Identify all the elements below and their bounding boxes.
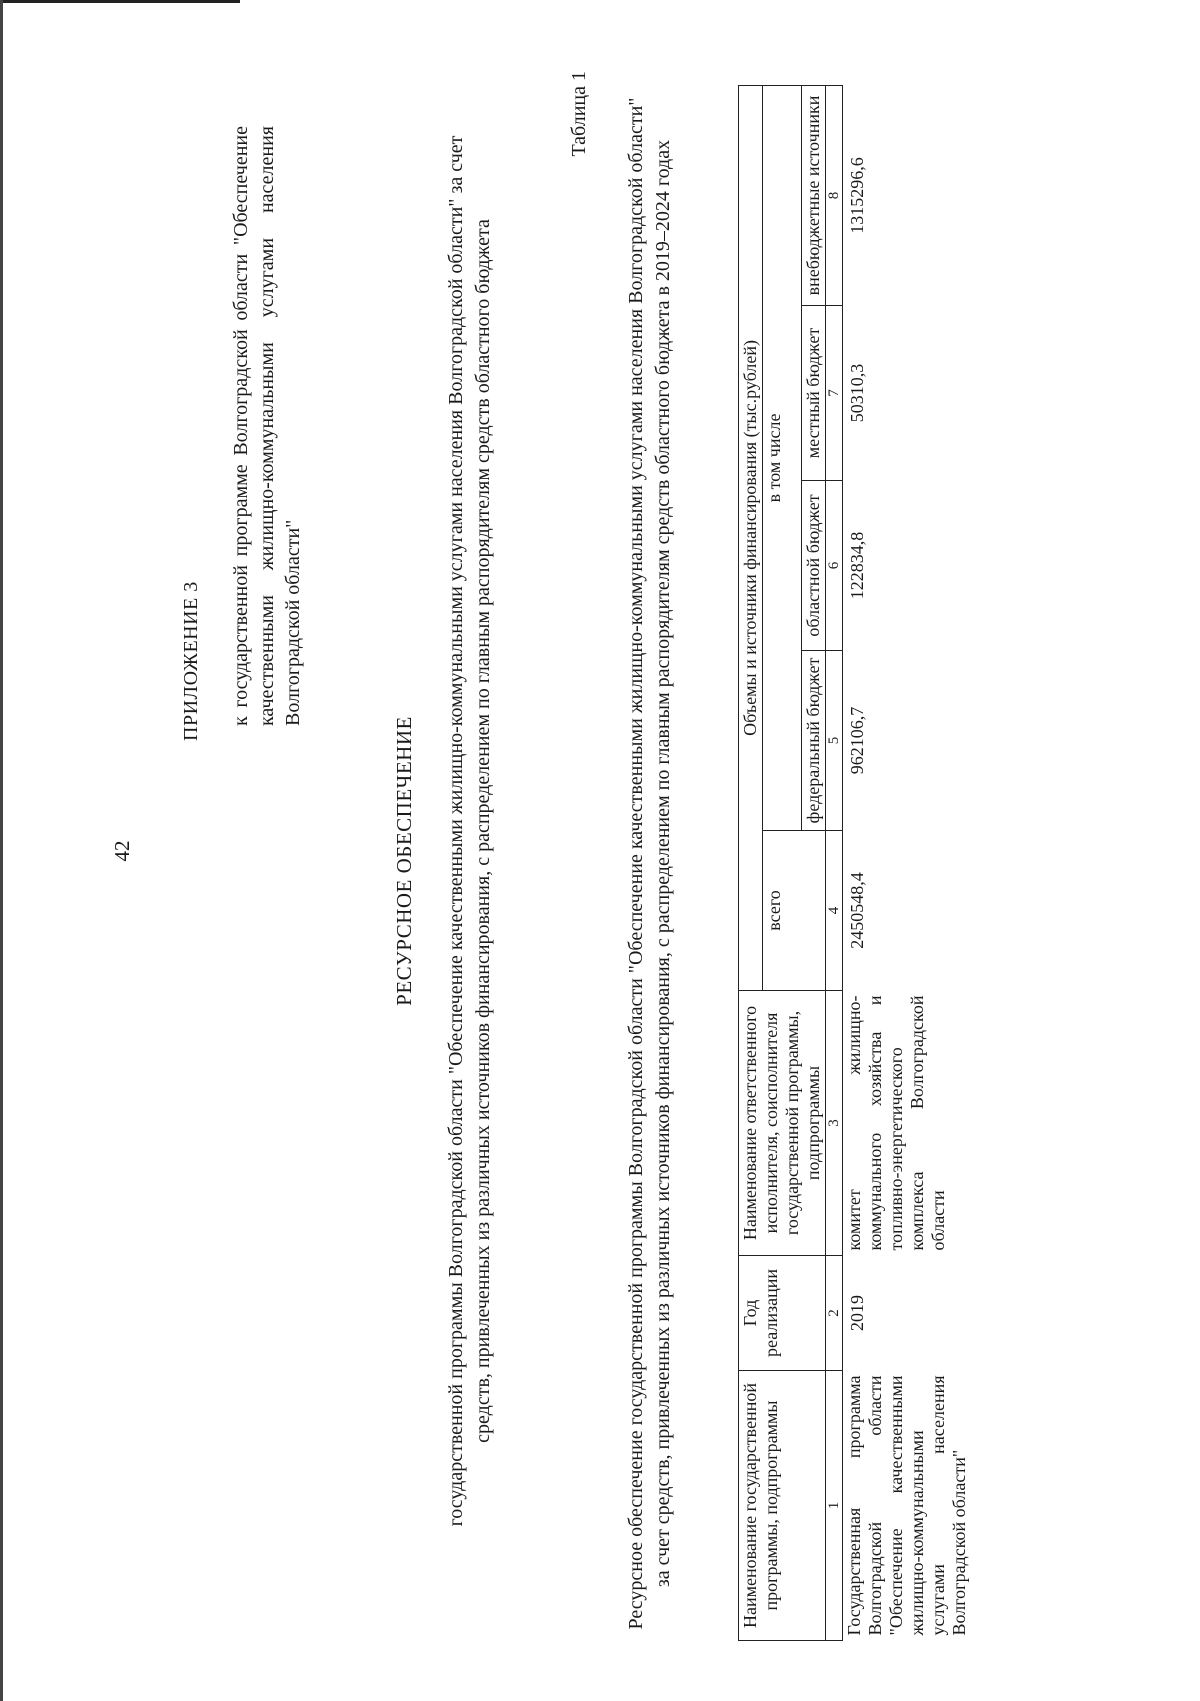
column-number: 1 — [826, 1371, 843, 1641]
resource-table — [738, 85, 971, 1641]
cell-total: 2450548,4 — [847, 872, 867, 949]
document-title: РЕСУРСНОЕ ОБЕСПЕЧЕНИЕ — [392, 716, 416, 1006]
page-number: 42 — [110, 840, 134, 862]
column-number: 5 — [826, 651, 843, 831]
appendix-title: ПРИЛОЖЕНИЕ 3 — [180, 581, 202, 741]
column-number: 4 — [826, 831, 843, 991]
document-subtitle: государственной программы Волгоградской области "Обеспечение качественными жилищно-коммунальными услугами населения Волгоградской области" за счет средств, привлеченных из различных источников финансирования, с распределением по главным распорядителям средств областного бюджета — [445, 135, 494, 1527]
column-number-row — [826, 85, 843, 1640]
cell-program: Государственная программа Волгоградской области "Обеспечение качественными жилищно-коммунальными услугами населения Волгоградской области" — [844, 1375, 969, 1636]
header-row-1 — [739, 85, 763, 1640]
table-label: Таблица 1 — [568, 71, 590, 157]
appendix-note: к государственной программе Волгоградской области "Обеспечение качественными жилищно-коммунальными услугами населения Волгоградской области" — [230, 126, 304, 726]
header-total: всего — [763, 831, 826, 991]
cell-year: 2019 — [847, 1295, 867, 1331]
cell-local: 50310,3 — [847, 363, 867, 423]
column-number: 6 — [826, 481, 843, 651]
header-regional: областной бюджет — [802, 481, 826, 651]
table-row — [843, 85, 972, 1640]
column-number: 2 — [826, 1256, 843, 1371]
cell-regional: 122834,8 — [847, 531, 867, 600]
header-local: местный бюджет — [802, 306, 826, 481]
header-extrabudgetary: внебюджетные источники — [802, 85, 826, 305]
header-program-name: Наименование государственной программы, подпрограммы — [739, 1371, 826, 1641]
cell-executor: комитет жилищно-коммунального хозяйства и топливно-энергетического комплекса Волгоградской области — [844, 995, 948, 1251]
cell-federal: 962106,7 — [847, 706, 867, 775]
cell-extrabudgetary: 1315296,6 — [847, 157, 867, 234]
header-federal: федеральный бюджет — [802, 651, 826, 831]
column-number: 3 — [826, 991, 843, 1256]
table-caption: Ресурсное обеспечение государственной программы Волгоградской области "Обеспечение качественными жилищно-коммунальными услугами населения Волгоградской области" за счет средств, привлеченных из различных источников финансирования, с распределением по главным распорядителям средств областного бюджета в 2019–2024 годах — [625, 97, 674, 1630]
column-number: 7 — [826, 306, 843, 481]
header-executor: Наименование ответственного исполнителя, соисполнителя государственной программы, подпрограммы — [739, 991, 826, 1256]
header-funding: Объемы и источники финансирования (тыс.рублей) — [739, 85, 763, 990]
column-number: 8 — [826, 85, 843, 305]
header-year: Год реализации — [739, 1256, 826, 1371]
header-including: в том числе — [763, 85, 802, 830]
